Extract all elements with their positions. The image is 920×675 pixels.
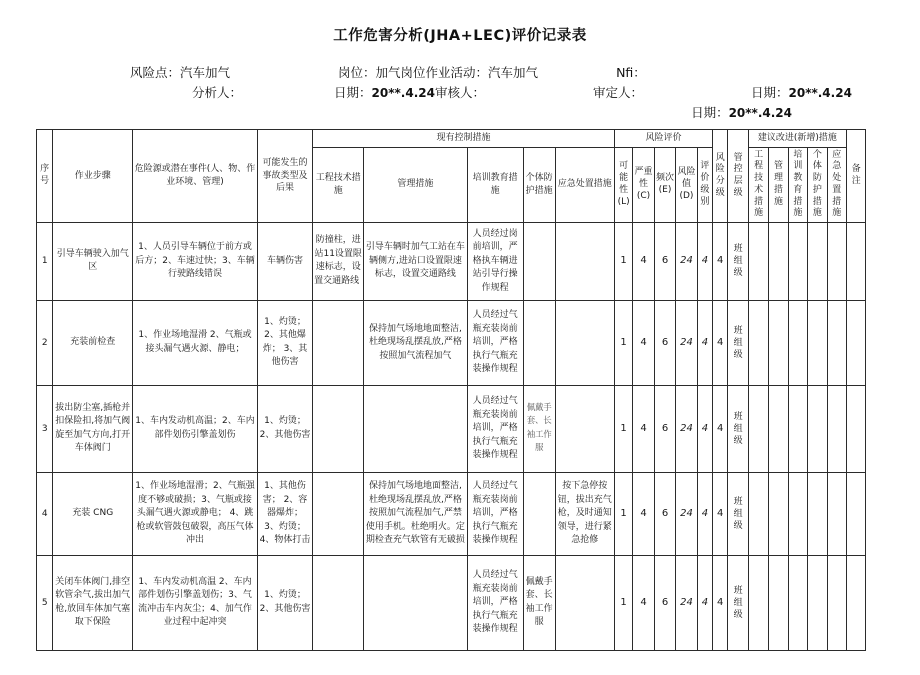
cell-imp-management <box>769 222 788 300</box>
cell-imp-management <box>769 300 788 385</box>
cell-imp-ppe <box>808 472 827 555</box>
cell-seq: 4 <box>37 472 53 555</box>
cell-step: 拔出防尘塞,插枪并扣保险扣,将加气阀旋至加气方向,打开车体阀门 <box>53 385 133 472</box>
cell-frequency: 6 <box>654 300 675 385</box>
cell-risk-value: 24 <box>676 222 697 300</box>
cell-risk-value: 24 <box>676 300 697 385</box>
col-training: 培训教育措施 <box>467 147 523 222</box>
analyst-date-value: 20**.4.24 <box>371 86 435 100</box>
cell-training: 人员经过气瓶充装岗前培训，严格执行气瓶充装操作规程 <box>467 555 523 650</box>
jha-table-head <box>37 130 884 223</box>
cell-imp-engineering <box>748 300 768 385</box>
cell-engineering: 防撞柱，进站11设置限速标志，设置交通路线 <box>313 222 364 300</box>
cell-frequency: 6 <box>654 472 675 555</box>
cell-engineering <box>313 555 364 650</box>
cell-step: 关闭车体阀门,排空软管余气,拔出加气枪,放回车体加气塞取下保险 <box>53 555 133 650</box>
cell-management <box>364 385 467 472</box>
cell-control-level: 班 组 级 <box>728 555 748 650</box>
cell-engineering <box>313 472 364 555</box>
cell-imp-engineering <box>748 472 768 555</box>
cell-imp-emergency <box>827 300 846 385</box>
cell-imp-training <box>788 300 807 385</box>
col-imp-engineering: 工程 技术 措施 <box>748 147 768 222</box>
col-group-existing-controls: 现有控制措施 <box>313 130 615 148</box>
cell-seq: 5 <box>37 555 53 650</box>
col-engineering: 工程技术措施 <box>313 147 364 222</box>
cell-management: 保持加气场地地面整洁,杜绝现场乱摆乱放,严格按照加气流程加气 <box>364 300 467 385</box>
cell-imp-management <box>769 385 788 472</box>
cell-severity: 4 <box>633 472 654 555</box>
cell-accident: 1、灼烫；2、其他爆炸； 3、其他伤害 <box>257 300 312 385</box>
cell-training: 人员经过气瓶充装岗前培训，严格执行气瓶充装操作规程 <box>467 472 523 555</box>
reviewer-date-value: 20**.4.24 <box>788 86 852 100</box>
cell-imp-emergency <box>827 472 846 555</box>
cell-control-level: 班 组 级 <box>728 385 748 472</box>
cell-eval-grade: 4 <box>697 555 712 650</box>
jha-table-body <box>37 222 884 650</box>
cell-remark <box>846 555 865 650</box>
cell-remark <box>846 222 865 300</box>
analyst-label: 分析人： <box>192 85 243 100</box>
cell-emergency <box>555 222 614 300</box>
cell-ppe: 佩戴手套、长袖工作服 <box>523 385 555 472</box>
cell-frequency: 6 <box>654 385 675 472</box>
cell-emergency <box>555 385 614 472</box>
risk-point-value: 汽车加气 <box>180 65 231 80</box>
cell-hazard: 1、车内发动机高温 2、车内部件划伤引擎盖划伤；3、气流冲击车内灰尘；4、加气作业过程中起冲突 <box>133 555 258 650</box>
cell-imp-training <box>788 472 807 555</box>
nfi-label: Nfi： <box>616 65 646 80</box>
cell-imp-emergency <box>827 385 846 472</box>
cell-engineering <box>313 300 364 385</box>
cell-control-level: 班 组 级 <box>728 222 748 300</box>
col-control-level: 管 控 层 级 <box>728 130 748 223</box>
col-group-risk-evaluation: 风险评价 <box>614 130 712 148</box>
cell-step: 引导车辆驶入加气区 <box>53 222 133 300</box>
cell-risk-value: 24 <box>676 472 697 555</box>
cell-risk-class: 4 <box>713 300 728 385</box>
cell-risk-class: 4 <box>713 472 728 555</box>
jha-table <box>36 129 884 651</box>
page-title: 工作危害分析(JHA+LEC)评价记录表 <box>333 28 587 44</box>
cell-hazard: 1、作业场地湿滑 2、气瓶或接头漏气遇火源、静电； <box>133 300 258 385</box>
cell-likelihood: 1 <box>614 222 632 300</box>
cell-accident: 车辆伤害 <box>257 222 312 300</box>
cell-accident: 1、灼烫；2、其他伤害 <box>257 385 312 472</box>
table-row <box>37 555 884 650</box>
cell-risk-class: 4 <box>713 555 728 650</box>
col-accident: 可能发生的事故类型及后果 <box>257 130 312 223</box>
cell-imp-training <box>788 222 807 300</box>
reviewer-date-label: 日期： <box>750 85 789 100</box>
approver-date-label: 日期： <box>691 105 729 120</box>
cell-likelihood: 1 <box>614 385 632 472</box>
col-likelihood: 可能 性 (L) <box>614 147 632 222</box>
reviewer-label: 审核人： <box>434 85 485 100</box>
cell-step: 充装 CNG <box>53 472 133 555</box>
post-value: 加气岗位作业活动：汽车加气 <box>375 65 539 80</box>
cell-severity: 4 <box>633 555 654 650</box>
col-emergency: 应急处置措施 <box>555 147 614 222</box>
col-ppe: 个体防护措施 <box>523 147 555 222</box>
cell-imp-management <box>769 472 788 555</box>
cell-accident: 1、其他伤害； 2、容器爆炸； 3、灼烫；4、物体打击 <box>257 472 312 555</box>
cell-likelihood: 1 <box>614 300 632 385</box>
cell-remark <box>846 385 865 472</box>
meta-row-signoff <box>130 83 884 103</box>
cell-ppe <box>523 222 555 300</box>
meta-row-approver <box>130 103 884 123</box>
cell-emergency: 按下急停按钮，拔出充气枪，及时通知领导，进行紧急抢修 <box>555 472 614 555</box>
cell-likelihood: 1 <box>614 555 632 650</box>
header-group-row <box>37 130 884 148</box>
cell-imp-training <box>788 555 807 650</box>
cell-imp-engineering <box>748 555 768 650</box>
cell-likelihood: 1 <box>614 472 632 555</box>
col-frequency: 频次 (E) <box>654 147 675 222</box>
cell-eval-grade: 4 <box>697 472 712 555</box>
meta-block <box>0 63 920 123</box>
cell-seq: 1 <box>37 222 53 300</box>
table-row <box>37 472 884 555</box>
cell-imp-engineering <box>748 385 768 472</box>
cell-seq: 2 <box>37 300 53 385</box>
cell-hazard: 1、车内发动机高温；2、车内部件划伤引擎盖划伤 <box>133 385 258 472</box>
meta-row-risk-point <box>130 63 884 83</box>
cell-risk-class: 4 <box>713 385 728 472</box>
cell-ppe: 佩戴手套、长袖工作服 <box>523 555 555 650</box>
cell-management <box>364 555 467 650</box>
cell-eval-grade: 4 <box>697 222 712 300</box>
table-row <box>37 385 884 472</box>
cell-control-level: 班 组 级 <box>728 472 748 555</box>
jha-record-page <box>0 24 920 675</box>
cell-hazard: 1、人员引导车辆位于前方或后方；2、车速过快；3、车辆行驶路线错误 <box>133 222 258 300</box>
table-row <box>37 300 884 385</box>
col-risk-class: 风 险 分 级 <box>713 130 728 223</box>
col-hazard: 危险源或潜在事件(人、物、作业环境、管理) <box>133 130 258 223</box>
cell-emergency <box>555 300 614 385</box>
cell-imp-ppe <box>808 300 827 385</box>
cell-imp-ppe <box>808 555 827 650</box>
cell-imp-management <box>769 555 788 650</box>
cell-management: 保持加气场地地面整洁,杜绝现场乱摆乱放,严格按照加气流程加气,严禁使用手机。杜绝明火。定期检查充气软管有无破损 <box>364 472 467 555</box>
col-imp-training: 培训 教育 措施 <box>788 147 807 222</box>
cell-hazard: 1、作业场地湿滑；2、气瓶强度不够或破损；3、气瓶或接头漏气遇火源或静电； 4、跳枪或软管鼓包破裂，高压气体冲出 <box>133 472 258 555</box>
cell-imp-training <box>788 385 807 472</box>
cell-engineering <box>313 385 364 472</box>
cell-imp-ppe <box>808 222 827 300</box>
cell-frequency: 6 <box>654 555 675 650</box>
col-management: 管理措施 <box>364 147 467 222</box>
cell-training: 人员经过气瓶充装岗前培训，严格执行气瓶充装操作规程 <box>467 385 523 472</box>
cell-imp-engineering <box>748 222 768 300</box>
cell-ppe <box>523 472 555 555</box>
col-severity: 严重 性 (C) <box>633 147 654 222</box>
cell-emergency <box>555 555 614 650</box>
cell-step: 充装前检查 <box>53 300 133 385</box>
cell-accident: 1、灼烫；2、其他伤害 <box>257 555 312 650</box>
risk-point-label: 风险点： <box>130 65 181 80</box>
cell-seq: 3 <box>37 385 53 472</box>
cell-training: 人员经过岗前培训，严格执车辆进站引导行操作规程 <box>467 222 523 300</box>
col-imp-emergency: 应急 处置 措施 <box>827 147 846 222</box>
post-label: 岗位： <box>338 65 376 80</box>
cell-risk-class: 4 <box>713 222 728 300</box>
cell-imp-emergency <box>827 555 846 650</box>
cell-frequency: 6 <box>654 222 675 300</box>
cell-ppe <box>523 300 555 385</box>
col-step: 作业步骤 <box>53 130 133 223</box>
col-imp-ppe: 个体 防护 措施 <box>808 147 827 222</box>
col-group-improvement: 建议改进(新增)措施 <box>748 130 846 148</box>
approver-label: 审定人： <box>592 85 643 100</box>
col-imp-management: 管 理 措 施 <box>769 147 788 222</box>
col-risk-value: 风险 值 (D) <box>676 147 697 222</box>
cell-eval-grade: 4 <box>697 300 712 385</box>
cell-management: 引导车辆时加气工站在车辆侧方,进站口设置限速标志，设置交通路线 <box>364 222 467 300</box>
cell-risk-value: 24 <box>676 385 697 472</box>
cell-control-level: 班 组 级 <box>728 300 748 385</box>
analyst-date-label: 日期： <box>334 85 372 100</box>
approver-date-value: 20**.4.24 <box>728 106 792 120</box>
cell-remark <box>846 472 865 555</box>
cell-remark <box>846 300 865 385</box>
cell-severity: 4 <box>633 222 654 300</box>
cell-risk-value: 24 <box>676 555 697 650</box>
col-remark: 备 注 <box>846 130 865 223</box>
table-row <box>37 222 884 300</box>
cell-severity: 4 <box>633 385 654 472</box>
col-eval-grade: 评 价 级 别 <box>697 147 712 222</box>
col-seq: 序 号 <box>37 130 53 223</box>
cell-eval-grade: 4 <box>697 385 712 472</box>
cell-severity: 4 <box>633 300 654 385</box>
cell-training: 人员经过气瓶充装岗前培训，严格执行气瓶充装操作规程 <box>467 300 523 385</box>
cell-imp-ppe <box>808 385 827 472</box>
cell-imp-emergency <box>827 222 846 300</box>
